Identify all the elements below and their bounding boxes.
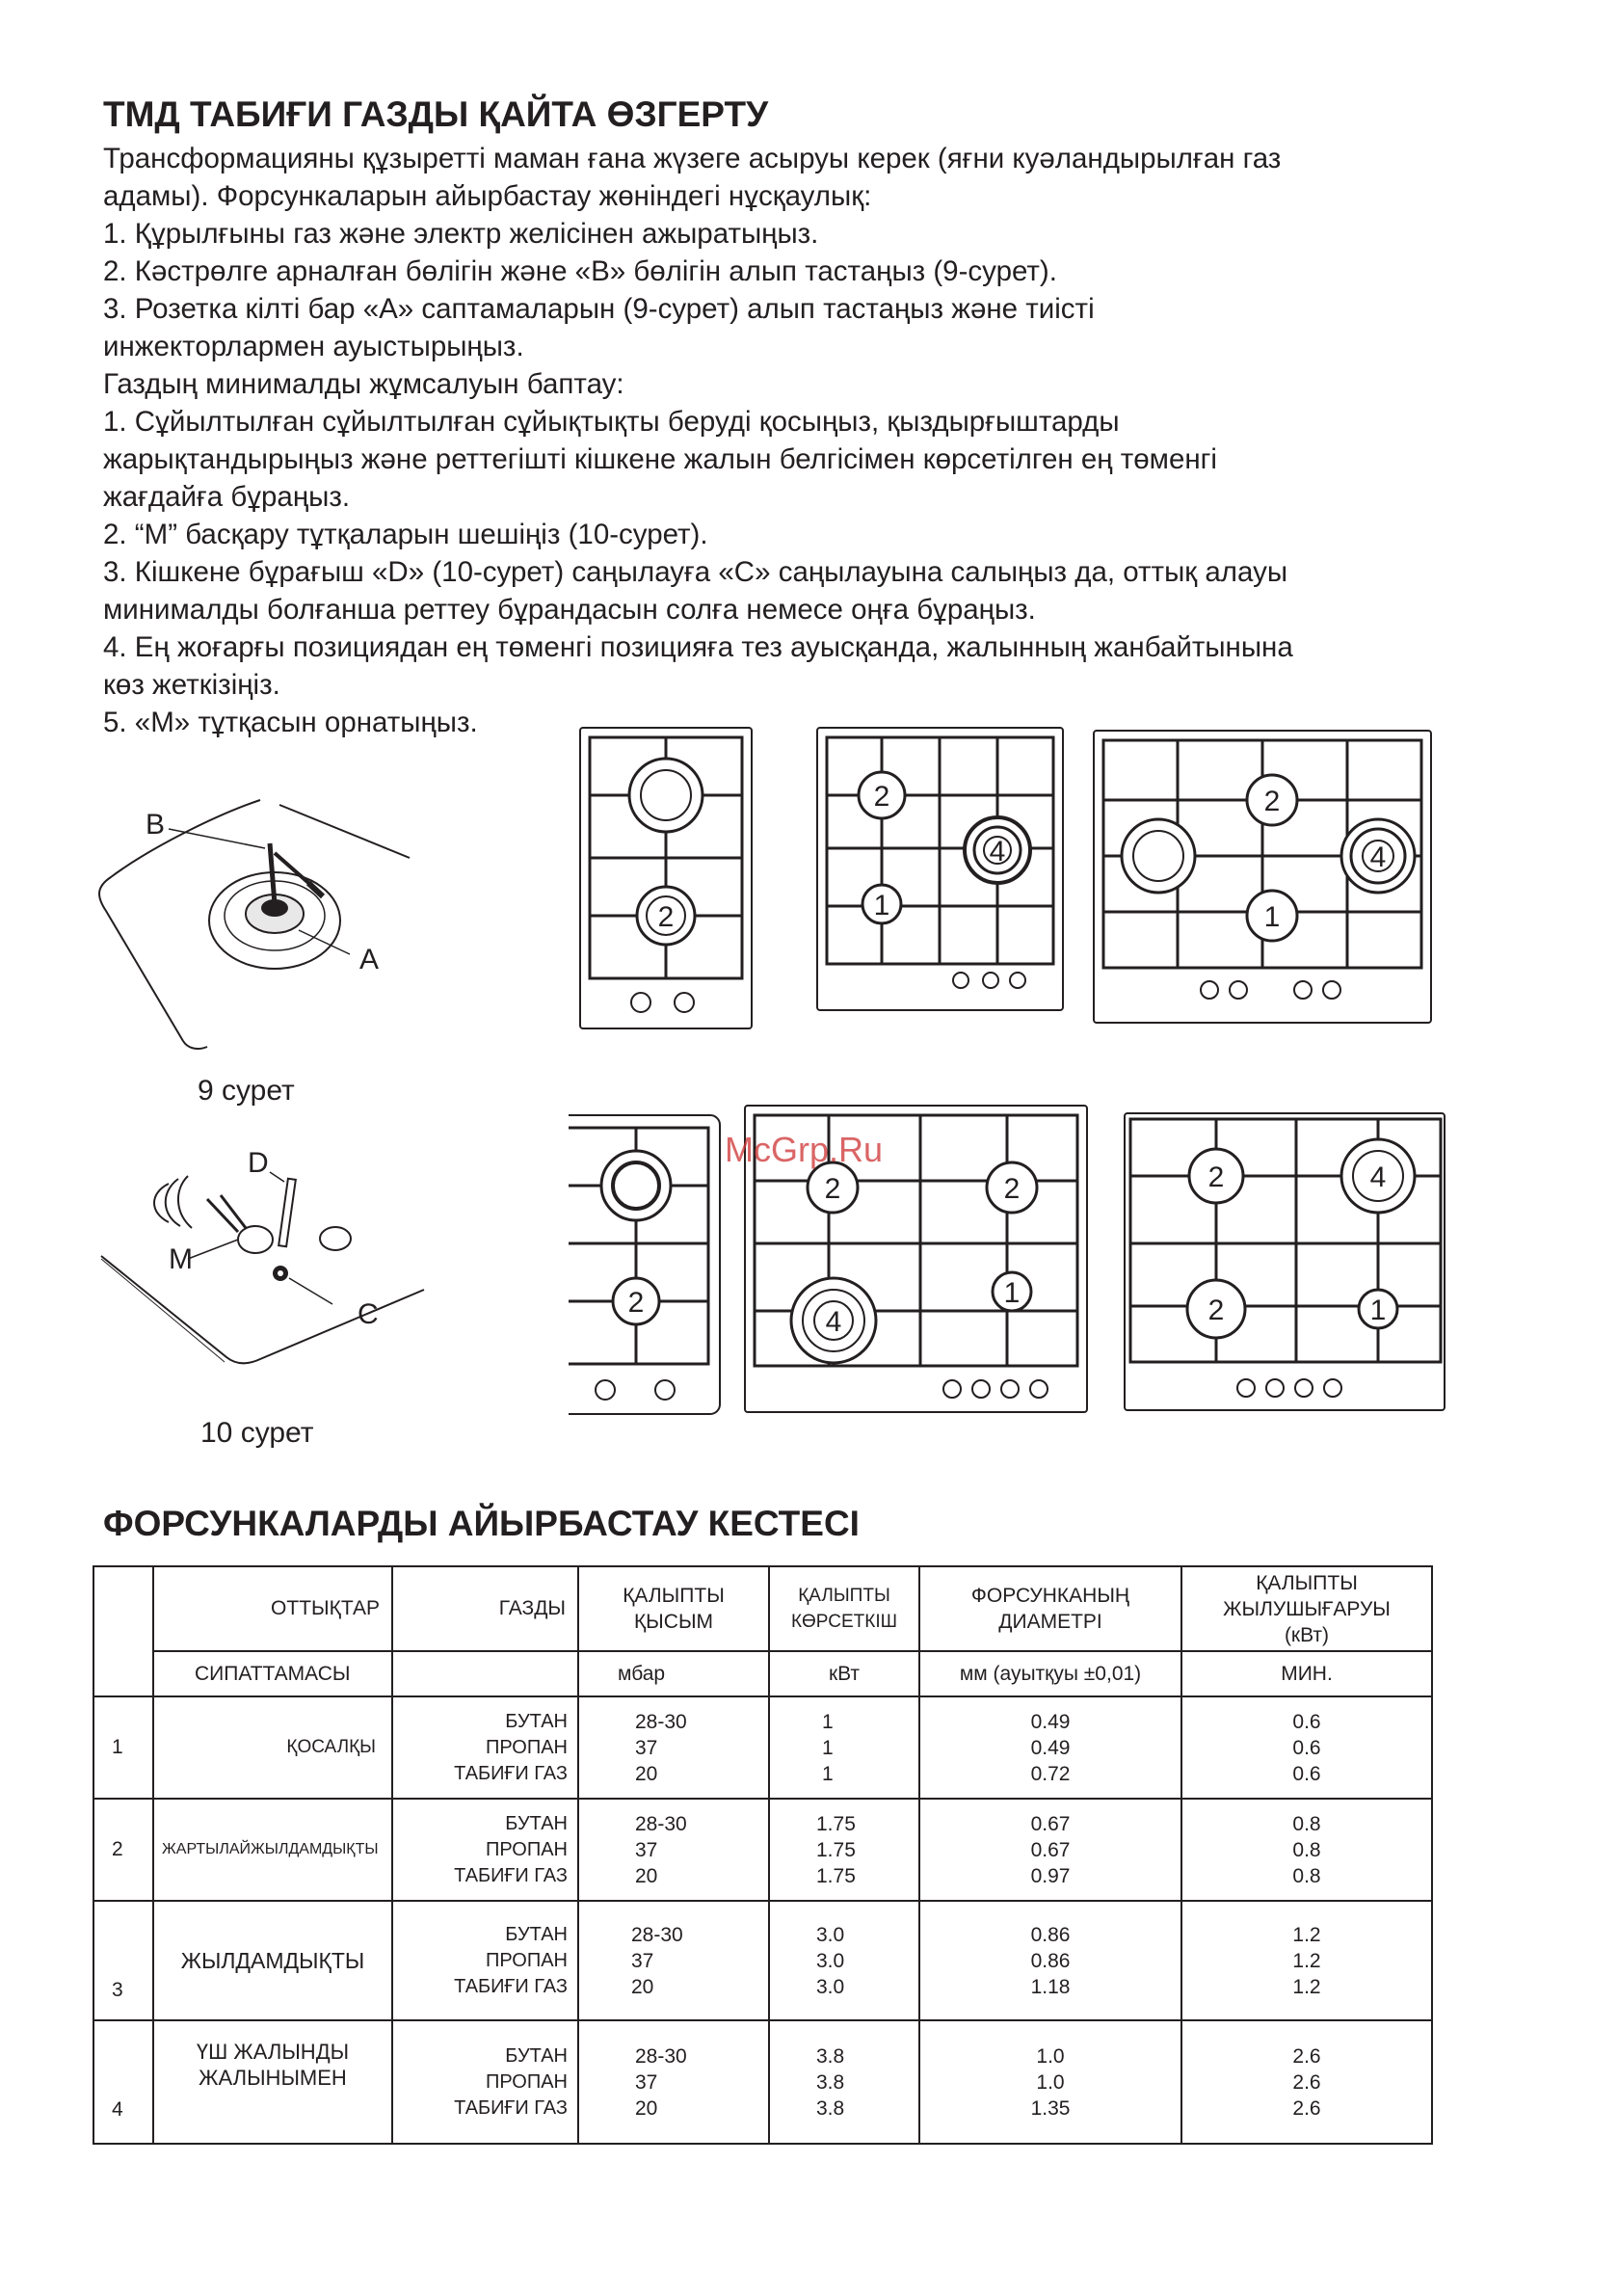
subheader-min: МИН. — [1181, 1651, 1432, 1696]
table-row — [93, 1696, 1432, 1799]
gas-types: БУТАН ПРОПАН ТАБИҒИ ГАЗ — [392, 1901, 578, 2020]
instruction-line: 2. Кәстрөлге арналған бөлігін және «B» бөлігін алып тастаңыз (9-сурет). — [103, 255, 1057, 287]
table-row — [93, 2020, 1432, 2144]
header-pressure: ҚАЛЫПТЫ ҚЫСЫМ — [578, 1566, 769, 1651]
instruction-line: инжекторлармен ауыстырыңыз. — [103, 331, 524, 362]
subheader-power-unit: кВт — [769, 1651, 919, 1696]
header-heat: ҚАЛЫПТЫ ЖЫЛУШЫҒАРУЫ (кВт) — [1181, 1566, 1432, 1651]
pressures: 28-30 37 20 — [578, 1696, 769, 1799]
instruction-line: 1. Сұйылтылған сұйылтылған сұйықтықты беруді қосыңыз, қыздырғыштарды — [103, 406, 1120, 438]
subheader-characteristics: СИПАТТАМАСЫ — [153, 1651, 392, 1696]
heat-values: 0.6 0.6 0.6 — [1181, 1696, 1432, 1799]
row-number: 4 — [93, 2020, 153, 2144]
hob-diagrams — [569, 723, 1446, 1427]
burner-label: 1 — [1263, 901, 1281, 933]
instructions-text — [103, 140, 1472, 741]
instruction-line: Газдың минималды жұмсалуын баптау: — [103, 368, 624, 400]
instruction-line: 5. «M» тұтқасын орнатыңыз. — [103, 707, 478, 738]
table-header-row — [93, 1566, 1432, 1651]
burner-name: ЖЫЛДАМДЫҚТЫ — [153, 1901, 392, 2020]
gas-types: БУТАН ПРОПАН ТАБИҒИ ГАЗ — [392, 2020, 578, 2144]
table-title: ФОРСУНКАЛАРДЫ АЙЫРБАСТАУ КЕСТЕСІ — [103, 1504, 860, 1543]
instruction-line: 2. “M” басқару тұтқаларын шешіңіз (10-сурет). — [103, 519, 708, 550]
label-d: D — [248, 1147, 269, 1179]
subheader-empty — [392, 1651, 578, 1696]
figure-10-illustration — [92, 1145, 438, 1376]
instruction-line: 1. Құрылғыны газ және электр желісінен ажыратыңыз. — [103, 218, 819, 250]
gas-types: БУТАН ПРОПАН ТАБИҒИ ГАЗ — [392, 1799, 578, 1901]
burner-label: 4 — [1369, 1161, 1387, 1193]
diameter-values: 0.67 0.67 0.97 — [919, 1799, 1181, 1901]
diameter-values: 1.0 1.0 1.35 — [919, 2020, 1181, 2144]
diameter-values: 0.49 0.49 0.72 — [919, 1696, 1181, 1799]
header-corner — [93, 1566, 153, 1696]
label-a: A — [359, 944, 380, 975]
power-values: 3.8 3.8 3.8 — [769, 2020, 919, 2144]
power-values: 1.75 1.75 1.75 — [769, 1799, 919, 1901]
subheader-diameter-unit: мм (ауытқуы ±0,01) — [919, 1651, 1181, 1696]
burner-label: 4 — [989, 836, 1006, 868]
row-number: 3 — [93, 1901, 153, 2020]
table-subheader-row — [93, 1651, 1432, 1696]
instruction-line: адамы). Форсункаларын айырбастау жөніндегі нұсқаулық: — [103, 180, 872, 212]
table-row — [93, 1901, 1432, 2020]
watermark: McGrp.Ru — [725, 1130, 884, 1169]
row-number: 1 — [93, 1696, 153, 1799]
instruction-line: көз жеткізіңіз. — [103, 669, 280, 701]
instruction-line: 3. Розетка кілті бар «A» саптамаларын (9-сурет) алып тастаңыз және тиісті — [103, 293, 1095, 325]
instruction-line: 3. Кішкене бұрағыш «D» (10-сурет) саңылауға «C» саңылауына салыңыз да, оттық алауы — [103, 556, 1288, 588]
pressures: 28-30 37 20 — [578, 1799, 769, 1901]
burner-name: ҚОСАЛҚЫ — [153, 1696, 392, 1799]
heat-values: 2.6 2.6 2.6 — [1181, 2020, 1432, 2144]
label-m: M — [169, 1243, 193, 1275]
power-values: 3.0 3.0 3.0 — [769, 1901, 919, 2020]
burner-label: 1 — [1369, 1295, 1387, 1326]
burner-label: 2 — [1263, 786, 1281, 817]
table-row — [93, 1799, 1432, 1901]
burner-label: 2 — [873, 781, 890, 813]
instruction-line: жарықтандырыңыз және реттегішті кішкене жалын белгісімен көрсетілген ең төменгі — [103, 443, 1217, 475]
figure-9-caption: 9 сурет — [198, 1075, 295, 1107]
row-number: 2 — [93, 1799, 153, 1901]
heat-values: 1.2 1.2 1.2 — [1181, 1901, 1432, 2020]
burner-label: 2 — [1003, 1173, 1021, 1205]
burner-label: 2 — [627, 1287, 645, 1319]
subheader-pressure-unit: мбар — [578, 1651, 769, 1696]
injector-table — [93, 1565, 1433, 2145]
burner-label: 1 — [1003, 1277, 1021, 1309]
pressures: 28-30 37 20 — [578, 1901, 769, 2020]
power-values: 1 1 1 — [769, 1696, 919, 1799]
header-burners: ОТТЫҚТАР — [153, 1566, 392, 1651]
burner-label: 1 — [873, 890, 890, 921]
burner-label: 4 — [1369, 841, 1387, 873]
gas-types: БУТАН ПРОПАН ТАБИҒИ ГАЗ — [392, 1696, 578, 1799]
burner-name: ЖАРТЫЛАЙЖЫЛДАМДЫҚТЫ — [153, 1799, 392, 1901]
label-b: B — [146, 809, 166, 841]
instruction-line: жағдайға бұраңыз. — [103, 481, 351, 513]
pressures: 28-30 37 20 — [578, 2020, 769, 2144]
burner-label: 2 — [1207, 1295, 1225, 1326]
burner-name: ҮШ ЖАЛЫНДЫ ЖАЛЫНЫМЕН — [153, 2020, 392, 2144]
instruction-line: минималды болғанша реттеу бұрандасын солға немесе оңға бұраңыз. — [103, 594, 1036, 626]
instruction-line: 4. Ең жоғарғы позициядан ең төменгі позицияға тез ауысқанда, жалынның жанбайтынына — [103, 631, 1293, 663]
header-diameter: ФОРСУНКАНЫҢ ДИАМЕТРІ — [919, 1566, 1181, 1651]
diameter-values: 0.86 0.86 1.18 — [919, 1901, 1181, 2020]
section-title: ТМД ТАБИҒИ ГАЗДЫ ҚАЙТА ӨЗГЕРТУ — [103, 94, 769, 134]
label-c: C — [358, 1298, 379, 1330]
heat-values: 0.8 0.8 0.8 — [1181, 1799, 1432, 1901]
figure-9-illustration — [92, 790, 419, 1060]
burner-label: 2 — [824, 1173, 841, 1205]
burner-label: 2 — [1207, 1161, 1225, 1193]
header-gas: ГАЗДЫ — [392, 1566, 578, 1651]
header-indicator: ҚАЛЫПТЫ КӨРСЕТКІШ — [769, 1566, 919, 1651]
figure-10-caption: 10 сурет — [200, 1417, 314, 1449]
burner-label: 2 — [657, 901, 675, 933]
instruction-line: Трансформацияны құзыретті маман ғана жүзеге асыруы керек (яғни куәландырылған газ — [103, 143, 1282, 174]
burner-label: 4 — [825, 1306, 842, 1338]
